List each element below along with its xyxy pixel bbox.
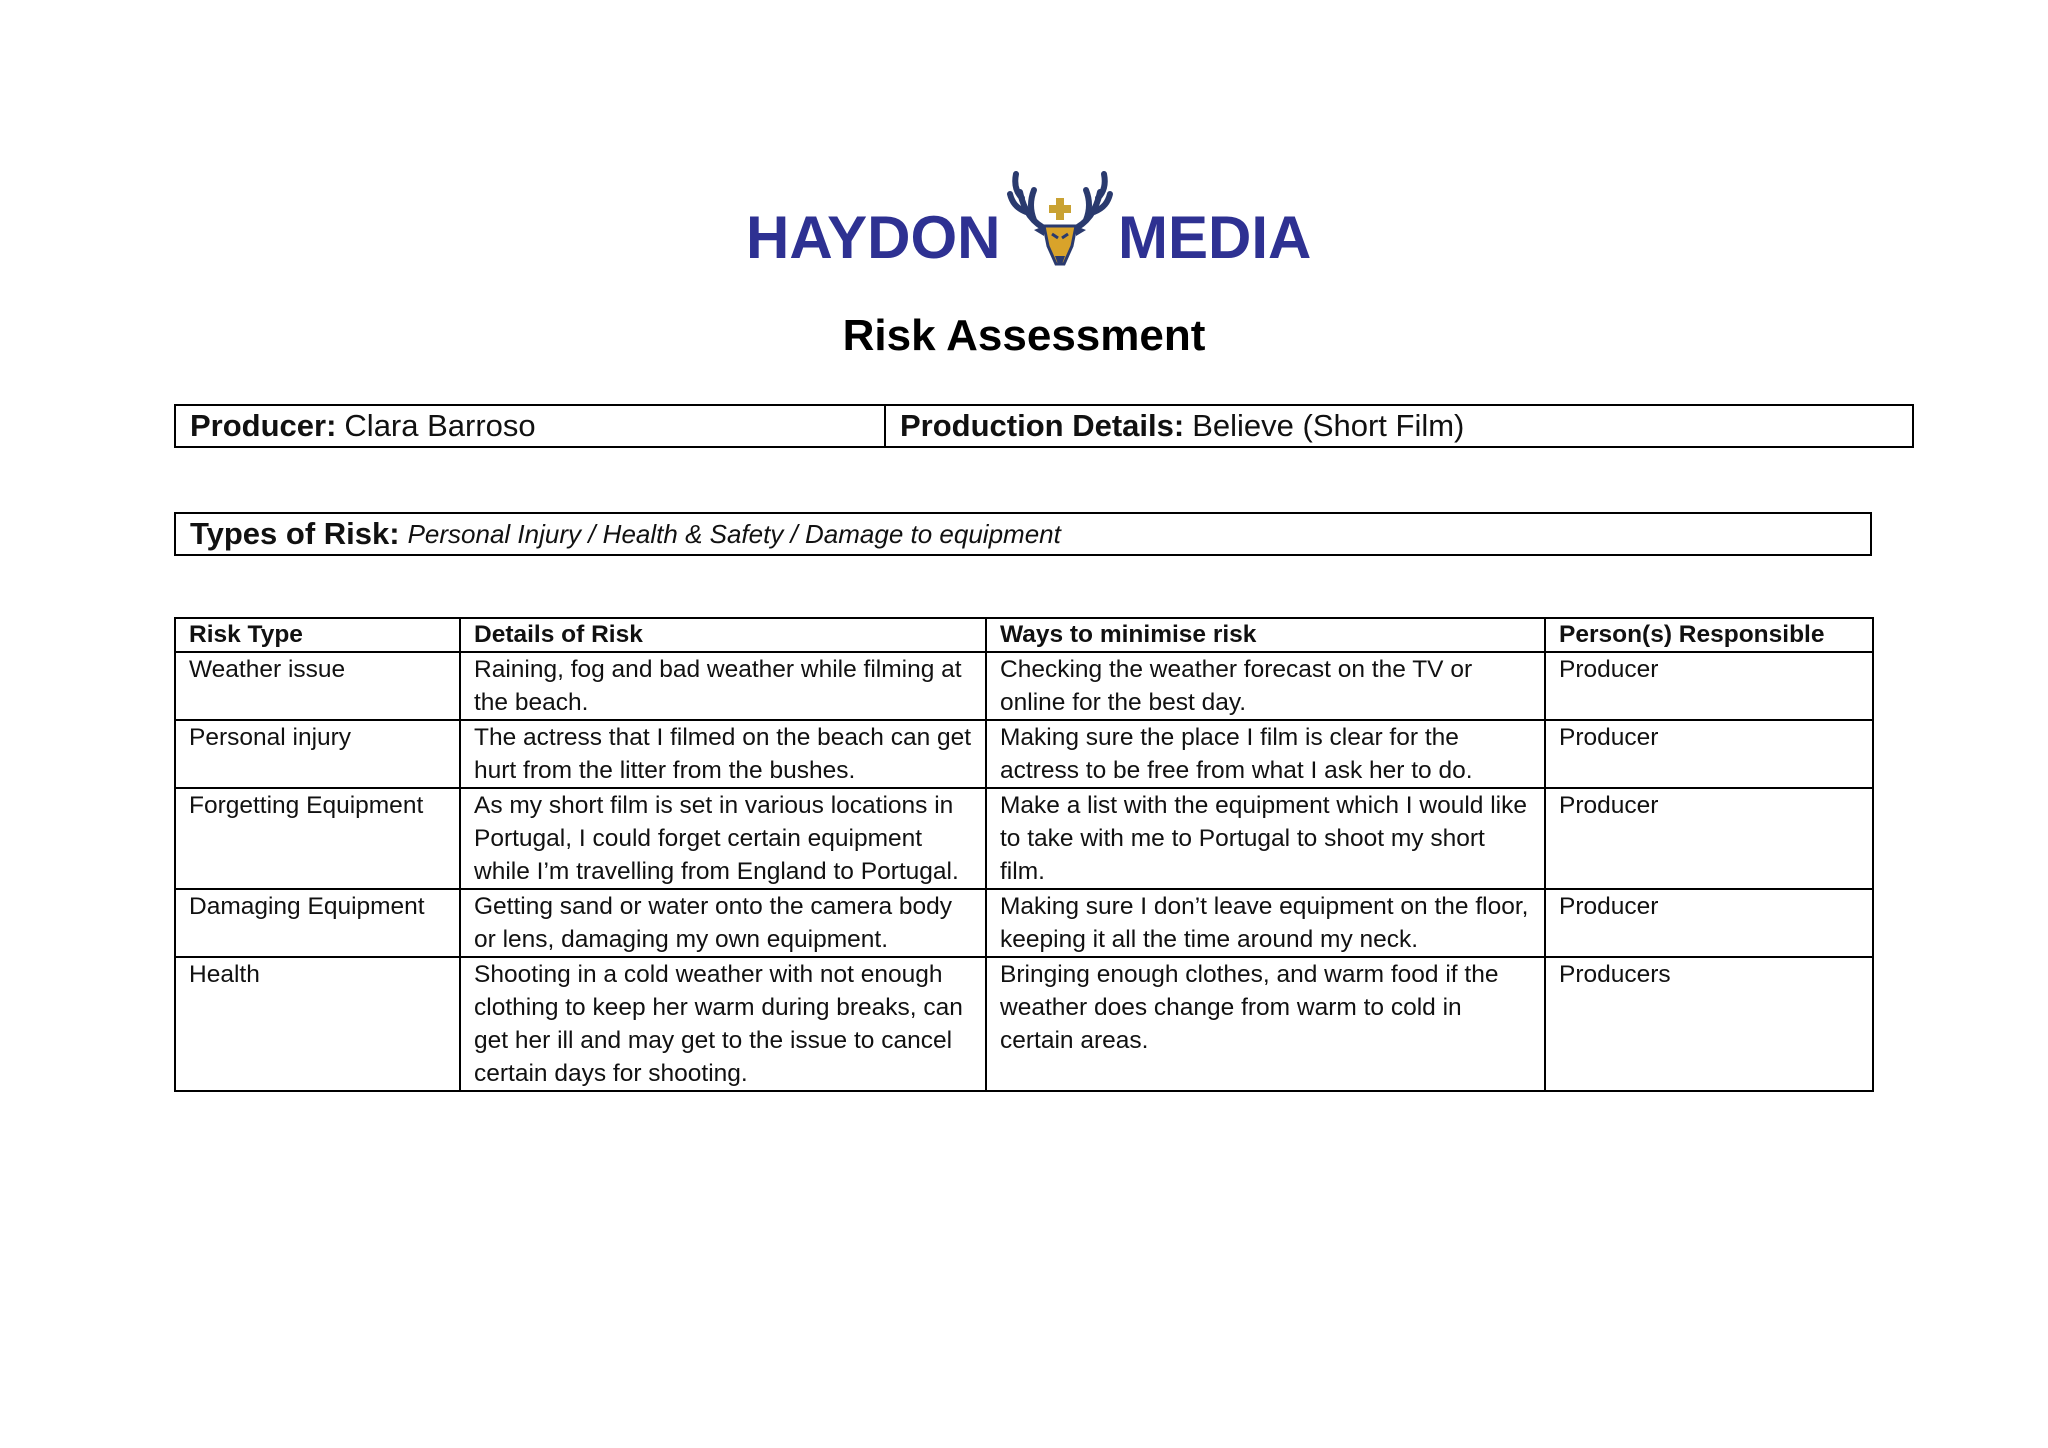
header-risk-type: Risk Type bbox=[175, 618, 460, 652]
risk-details-cell: Raining, fog and bad weather while filming at the beach. bbox=[460, 652, 986, 720]
logo-text-right: MEDIA bbox=[1118, 204, 1312, 271]
risk-ways-cell: Making sure I don’t leave equipment on the floor, keeping it all the time around my neck. bbox=[986, 889, 1545, 957]
production-details-cell bbox=[886, 406, 1912, 446]
company-logo bbox=[0, 168, 2048, 278]
risk-person-cell: Producers bbox=[1545, 957, 1873, 1091]
risk-ways-cell: Make a list with the equipment which I would like to take with me to Portugal to shoot my short film. bbox=[986, 788, 1545, 889]
page-title: Risk Assessment bbox=[842, 311, 1206, 360]
risk-person-cell: Producer bbox=[1545, 720, 1873, 788]
types-of-risk-label: Types of Risk: bbox=[190, 516, 400, 551]
table-row bbox=[175, 788, 1873, 889]
producer-label: Producer: bbox=[190, 408, 337, 443]
risk-person-cell: Producer bbox=[1545, 652, 1873, 720]
table-row bbox=[175, 889, 1873, 957]
risk-table bbox=[174, 617, 1874, 1092]
risk-ways-cell: Checking the weather forecast on the TV or online for the best day. bbox=[986, 652, 1545, 720]
risk-ways-cell: Making sure the place I film is clear for the actress to be free from what I ask her to do. bbox=[986, 720, 1545, 788]
risk-person-cell: Producer bbox=[1545, 889, 1873, 957]
types-of-risk-value: Personal Injury / Health & Safety / Damage to equipment bbox=[407, 518, 1061, 549]
table-row bbox=[175, 957, 1873, 1091]
risk-type-cell: Damaging Equipment bbox=[175, 889, 460, 957]
producer-value: Clara Barroso bbox=[344, 408, 536, 443]
production-details-value: Believe (Short Film) bbox=[1192, 408, 1465, 443]
risk-type-cell: Weather issue bbox=[175, 652, 460, 720]
risk-details-cell: As my short film is set in various locations in Portugal, I could forget certain equipment while I’m travelling from England to Portugal. bbox=[460, 788, 986, 889]
risk-person-cell: Producer bbox=[1545, 788, 1873, 889]
header-person-responsible: Person(s) Responsible bbox=[1545, 618, 1873, 652]
header-ways-to-minimise: Ways to minimise risk bbox=[986, 618, 1545, 652]
logo-text-left: HAYDON bbox=[746, 204, 1001, 271]
header-details-of-risk: Details of Risk bbox=[460, 618, 986, 652]
table-row bbox=[175, 652, 1873, 720]
risk-type-cell: Forgetting Equipment bbox=[175, 788, 460, 889]
risk-ways-cell: Bringing enough clothes, and warm food if the weather does change from warm to cold in certain areas. bbox=[986, 957, 1545, 1091]
table-row bbox=[175, 720, 1873, 788]
risk-details-cell: The actress that I filmed on the beach can get hurt from the litter from the bushes. bbox=[460, 720, 986, 788]
production-details-label: Production Details: bbox=[900, 408, 1185, 443]
risk-details-cell: Getting sand or water onto the camera body or lens, damaging my own equipment. bbox=[460, 889, 986, 957]
stag-head-icon bbox=[1004, 168, 1116, 268]
risk-details-cell: Shooting in a cold weather with not enough clothing to keep her warm during breaks, can get her ill and may get to the issue to cancel certain days for shooting. bbox=[460, 957, 986, 1091]
producer-cell bbox=[176, 406, 886, 446]
types-of-risk-box bbox=[174, 512, 1872, 556]
risk-type-cell: Personal injury bbox=[175, 720, 460, 788]
table-header-row bbox=[175, 618, 1873, 652]
production-info-table bbox=[174, 404, 1914, 448]
risk-type-cell: Health bbox=[175, 957, 460, 1091]
